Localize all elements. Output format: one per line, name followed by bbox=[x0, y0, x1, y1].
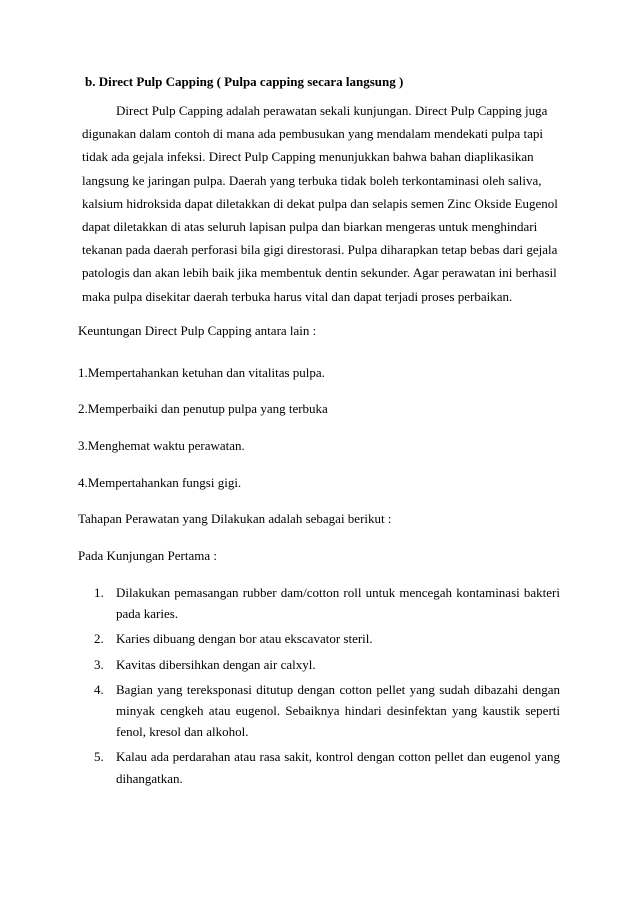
step-text: Kavitas dibersihkan dengan air calxyl. bbox=[116, 656, 316, 672]
step-text: Bagian yang tereksponasi ditutup dengan cotton pellet yang sudah dibazahi dengan minyak cengkeh atau eugenol. Sebaiknya hindari desinfektan yang kaustik seperti fenol, kresol dan alkohol. bbox=[116, 681, 560, 740]
step-number: 5. bbox=[94, 749, 104, 765]
paragraph-line: patologis dan akan lebih baik jika membentuk dentin sekunder. Agar perawatan ini berhasil bbox=[82, 265, 557, 281]
advantage-item: 1.Mempertahankan ketuhan dan vitalitas pulpa. bbox=[78, 365, 325, 380]
paragraph-line: Direct Pulp Capping adalah perawatan sekali kunjungan. Direct Pulp Capping juga bbox=[116, 103, 548, 118]
section-heading: b. Direct Pulp Capping ( Pulpa capping secara langsung ) bbox=[85, 74, 404, 89]
step-number: 3. bbox=[94, 656, 104, 672]
list-item bbox=[94, 654, 560, 675]
step-text: Kalau ada perdarahan atau rasa sakit, kontrol dengan cotton pellet dan eugenol yang dihangatkan. bbox=[116, 749, 560, 786]
paragraph-line: tekanan pada daerah perforasi bila gigi direstorasi. Pulpa diharapkan tetap bebas dari gejala bbox=[82, 242, 558, 258]
first-visit-steps bbox=[94, 582, 560, 789]
paragraph-line: dapat diletakkan di atas seluruh lapisan pulpa dan biarkan mengeras untuk menghindari bbox=[82, 219, 538, 235]
list-item bbox=[94, 746, 560, 788]
paragraph-line: digunakan dalam contoh di mana ada pembusukan yang mendalam mendekati pulpa tapi bbox=[82, 126, 543, 142]
step-text: Dilakukan pemasangan rubber dam/cotton roll untuk mencegah kontaminasi bakteri pada karies. bbox=[116, 585, 560, 622]
list-item bbox=[94, 582, 560, 624]
list-item bbox=[94, 628, 560, 649]
advantage-item: 2.Memperbaiki dan penutup pulpa yang terbuka bbox=[78, 401, 328, 416]
step-number: 2. bbox=[94, 631, 104, 647]
paragraph-line: kalsium hidroksida dapat diletakkan di dekat pulpa dan selapis semen Zinc Okside Eugenol bbox=[82, 195, 558, 211]
advantages-intro: Keuntungan Direct Pulp Capping antara lain : bbox=[78, 323, 317, 338]
paragraph-line: maka pulpa disekitar daerah terbuka harus vital dan dapat terjadi proses perbaikan. bbox=[82, 288, 513, 304]
step-number: 1. bbox=[94, 585, 104, 600]
intro-paragraph bbox=[82, 99, 572, 308]
list-item bbox=[94, 679, 560, 743]
first-visit-label: Pada Kunjungan Pertama : bbox=[78, 548, 217, 563]
step-number: 4. bbox=[94, 681, 104, 697]
paragraph-line: langsung ke jaringan pulpa. Daerah yang terbuka tidak boleh terkontaminasi oleh saliva, bbox=[82, 172, 542, 188]
step-text: Karies dibuang dengan bor atau ekscavator steril. bbox=[116, 631, 373, 647]
paragraph-line: tidak ada gejala infeksi. Direct Pulp Capping menunjukkan bahwa bahan diaplikasikan bbox=[82, 149, 534, 165]
advantage-item: 4.Mempertahankan fungsi gigi. bbox=[78, 475, 242, 490]
stages-intro: Tahapan Perawatan yang Dilakukan adalah sebagai berikut : bbox=[78, 511, 392, 526]
advantage-item: 3.Menghemat waktu perawatan. bbox=[78, 438, 245, 453]
